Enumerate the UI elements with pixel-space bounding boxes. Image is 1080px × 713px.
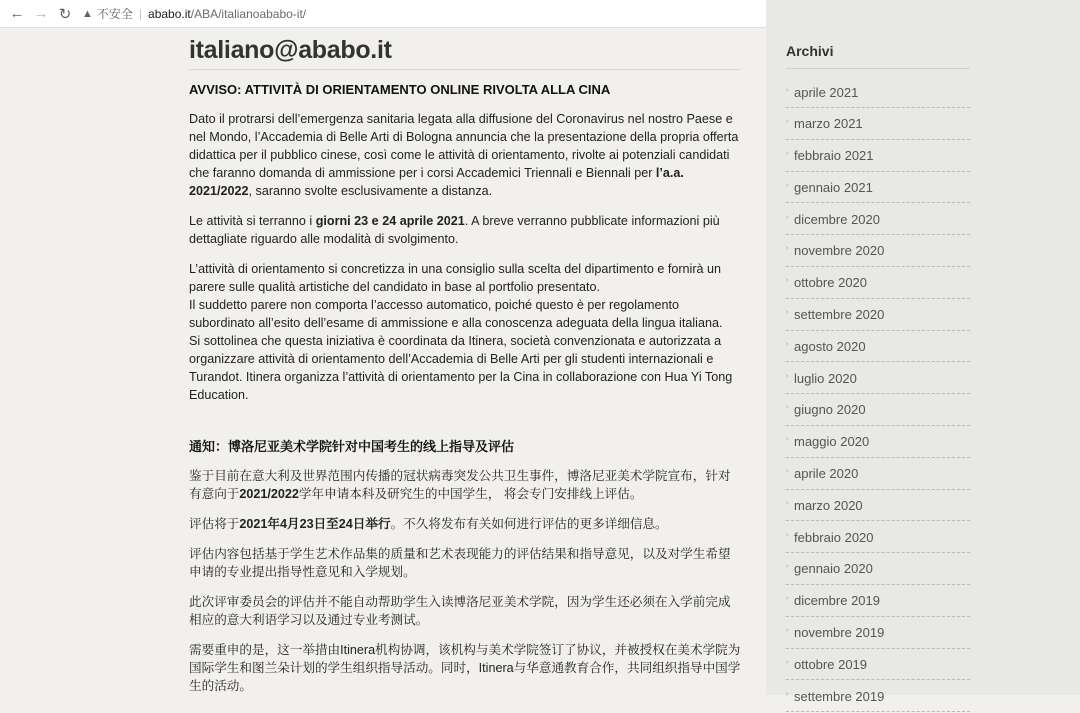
paragraph-text: L’attività di orientamento si concretizza in una consiglio sulla scelta del dipartimento e fornirà un parere sulle qualità artistiche del candidato in base al portfolio presentato.	[189, 262, 722, 294]
chevron-right-icon: ›	[786, 372, 789, 380]
address-bar[interactable]	[82, 3, 306, 25]
chevron-right-icon: ›	[786, 468, 789, 476]
paragraph-text: Si sottolinea che questa iniziativa è coordinata da Itinera, società convenzionata e autorizzata a organizzare attività di orientamento dell’Accademia di Belle Arti per gli studenti internazionali e Turandot. Itinera organizza l’attività di orientamento per la Cina in collaborazione con Hua Yi Tong Education.	[189, 334, 733, 402]
page-content	[0, 28, 1080, 704]
archive-item	[786, 172, 970, 203]
archive-item	[786, 459, 970, 490]
post-paragraph: 此次评审委员会的评估并不能自动帮助学生入读博洛尼亚美术学院，因为学生还必须在入学前完成相应的意大利语学习以及通过专业考测试。	[189, 595, 731, 627]
paragraph-text: . A breve verranno pubblicate informazioni più dettagliate riguardo alle modalità di svolgimento.	[189, 214, 720, 246]
archive-link[interactable]: agosto 2020	[794, 338, 866, 354]
post-paragraph: 评估内容包括基于学生艺术作品集的质量和艺术表现能力的评估结果和指导意见，以及对学生希望申请的专业提出指导性意见和入学规划。	[189, 547, 731, 579]
archive-link[interactable]: settembre 2019	[794, 688, 885, 704]
omnibox-divider: |	[138, 6, 143, 21]
archive-link[interactable]: novembre 2020	[794, 243, 885, 259]
site-title[interactable]: italiano@ababo.it	[189, 36, 741, 70]
post-paragraph	[189, 515, 741, 533]
archive-link[interactable]: dicembre 2019	[794, 593, 880, 609]
post-paragraph	[189, 110, 741, 200]
chevron-right-icon: ›	[786, 531, 789, 539]
archive-link[interactable]: gennaio 2020	[794, 561, 873, 577]
chevron-right-icon: ›	[786, 118, 789, 126]
chevron-right-icon: ›	[786, 245, 789, 253]
post-paragraph	[189, 467, 741, 503]
post-paragraph	[189, 212, 741, 248]
chevron-right-icon: ›	[786, 309, 789, 317]
archive-list	[786, 77, 970, 712]
archive-item	[786, 204, 970, 235]
chevron-right-icon: ›	[786, 150, 789, 158]
archive-item	[786, 77, 970, 108]
back-arrow-icon[interactable]: ←	[9, 5, 25, 22]
chevron-right-icon: ›	[786, 499, 789, 507]
chevron-right-icon: ›	[786, 340, 789, 348]
url-host[interactable]: ababo.it	[148, 6, 191, 21]
archive-item	[786, 268, 970, 299]
chevron-right-icon: ›	[786, 595, 789, 603]
archive-link[interactable]: maggio 2020	[794, 434, 870, 450]
archive-widget	[786, 40, 970, 713]
archive-link[interactable]: febbraio 2020	[794, 529, 874, 545]
archive-link[interactable]: luglio 2020	[794, 370, 857, 386]
bold-text: l’a.a. 2021/2022	[189, 166, 684, 198]
archive-item	[786, 331, 970, 362]
archive-item	[786, 236, 970, 267]
archive-item	[786, 427, 970, 458]
paragraph-text: Il suddetto parere non comporta l’accesso automatico, poiché questo è per regolamento subordinato all’esito dell’esame di ammissione e alla conoscenza adeguata della lingua italiana.	[189, 298, 723, 330]
archive-link[interactable]: marzo 2020	[794, 497, 863, 513]
forward-arrow-icon[interactable]: →	[33, 5, 49, 22]
chevron-right-icon: ›	[786, 181, 789, 189]
archive-link[interactable]: novembre 2019	[794, 625, 885, 641]
post-paragraph: 需要重申的是，这一举措由Itinera机构协调，该机构与美术学院签订了协议，并被授权在美术学院为国际学生和图兰朵计划的学生组织指导活动。同时，Itinera与华意通教育合作，共同组织指导中国学生的活动。	[189, 643, 741, 693]
paragraph-text: 学年申请本科及研究生的中国学生， 将会专门安排线上评估。	[298, 487, 643, 501]
chevron-right-icon: ›	[786, 627, 789, 635]
archive-item	[786, 586, 970, 617]
chevron-right-icon: ›	[786, 690, 789, 698]
post-paragraph	[189, 260, 741, 404]
reload-icon[interactable]: ↻	[58, 5, 72, 23]
paragraph-text: , saranno svolte esclusivamente a distanza.	[248, 184, 493, 198]
main-content	[189, 36, 741, 707]
archive-link[interactable]: aprile 2021	[794, 84, 859, 100]
chevron-right-icon: ›	[786, 86, 789, 94]
archive-item	[786, 490, 970, 521]
archive-link[interactable]: ottobre 2020	[794, 275, 868, 291]
chevron-right-icon: ›	[786, 436, 789, 444]
archive-link[interactable]: settembre 2020	[794, 307, 885, 323]
post-title: AVVISO: ATTIVITÀ DI ORIENTAMENTO ONLINE RIVOLTA ALLA CINA	[189, 82, 611, 97]
bold-text: giorni 23 e 24 aprile 2021	[315, 214, 465, 228]
warning-icon[interactable]: ▲	[82, 7, 93, 20]
chevron-right-icon: ›	[786, 404, 789, 412]
paragraph-text: Dato il protrarsi dell’emergenza sanitaria legata alla diffusione del Coronavirus nel nostro Paese e nel Mondo, l’Accademia di Belle Arti di Bologna annuncia che la presentazione della propria offerta didattica per il pubblico cinese, così come le attività di orientamento, rivolte ai potenziali candidati che faranno domanda di ammissione per i corsi Accademici Triennali e Biennali per	[189, 112, 739, 180]
archive-item	[786, 618, 970, 649]
bold-text: 2021/2022	[239, 487, 299, 501]
paragraph-text: 。不久将发布有关如何进行评估的更多详细信息。	[390, 517, 668, 531]
archive-item	[786, 681, 970, 712]
archive-item	[786, 300, 970, 331]
archive-item	[786, 522, 970, 553]
archive-item	[786, 554, 970, 585]
bold-text: 2021年4月23日至24日举行	[239, 517, 391, 531]
chevron-right-icon: ›	[786, 213, 789, 221]
chevron-right-icon: ›	[786, 658, 789, 666]
archive-item	[786, 395, 970, 426]
archive-link[interactable]: aprile 2020	[794, 466, 859, 482]
paragraph-text: Le attività si terranno i	[189, 214, 316, 228]
archive-link[interactable]: febbraio 2021	[794, 148, 874, 164]
archive-link[interactable]: ottobre 2019	[794, 656, 868, 672]
sidebar	[766, 0, 1080, 704]
archive-item	[786, 649, 970, 680]
archive-item	[786, 141, 970, 172]
chinese-notice-title: 通知：博洛尼亚美术学院针对中国考生的线上指导及评估	[189, 439, 515, 454]
security-label[interactable]: 不安全	[96, 7, 133, 21]
archive-link[interactable]: gennaio 2021	[794, 179, 873, 195]
widget-title: Archivi	[786, 40, 970, 69]
archive-link[interactable]: giugno 2020	[794, 402, 866, 418]
chevron-right-icon: ›	[786, 563, 789, 571]
archive-item	[786, 363, 970, 394]
paragraph-text: 鉴于目前在意大利及世界范围内传播的冠状病毒突发公共卫生事件，博洛尼亚美术学院宣布，针对有意向于	[189, 469, 731, 501]
paragraph-text: 评估将于	[189, 517, 240, 531]
url-path[interactable]: /ABA/italianoababo-it/	[190, 6, 307, 21]
archive-link[interactable]: dicembre 2020	[794, 211, 880, 227]
chevron-right-icon: ›	[786, 277, 789, 285]
archive-item	[786, 109, 970, 140]
archive-link[interactable]: marzo 2021	[794, 116, 863, 132]
